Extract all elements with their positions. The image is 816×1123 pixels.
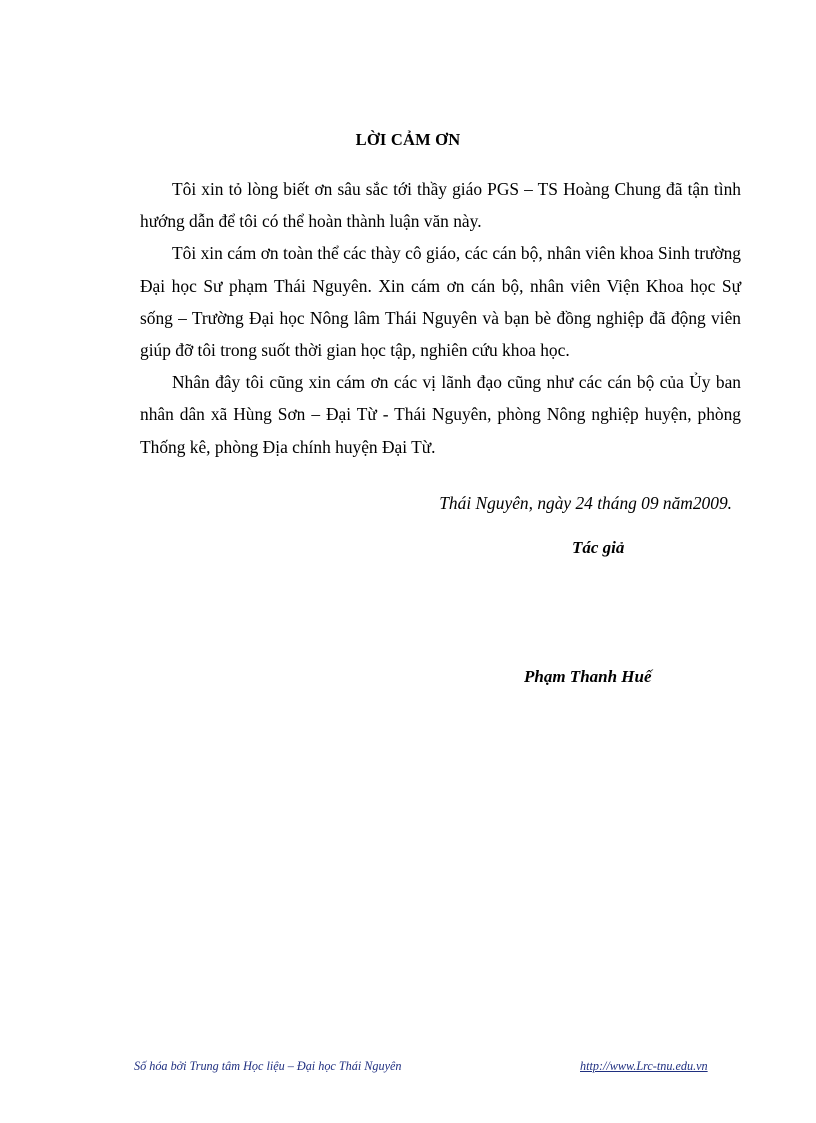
footer-source-text: Số hóa bởi Trung tâm Học liệu – Đại học Thái Nguyên	[134, 1059, 402, 1073]
dateline: Thái Nguyên, ngày 24 tháng 09 năm2009.	[439, 493, 732, 513]
footer-website-link[interactable]: http://www.Lrc-tnu.edu.vn	[580, 1059, 708, 1073]
paragraph-1: Tôi xin tỏ lòng biết ơn sâu sắc tới thầy giáo PGS – TS Hoàng Chung đã tận tình hướng dẫn để tôi có thể hoàn thành luận văn này.	[140, 179, 741, 232]
paragraph-3: Nhân đây tôi cũng xin cám ơn các vị lãnh đạo cũng như các cán bộ của Ủy ban nhân dân xã Hùng Sơn – Đại Từ - Thái Nguyên, phòng Nông nghiệp huyện, phòng Thống kê, phòng Địa chính huyện Đại Từ.	[140, 372, 741, 457]
page-title: LỜI CẢM ƠN	[355, 130, 461, 149]
author-name: Phạm Thanh Huế	[524, 667, 652, 686]
author-label: Tác giả	[572, 538, 625, 557]
acknowledgement-body	[140, 173, 741, 463]
paragraph-2: Tôi xin cám ơn toàn thể các thày cô giáo, các cán bộ, nhân viên khoa Sinh trường Đại học Sư phạm Thái Nguyên. Xin cám ơn cán bộ, nhân viên Viện Khoa học Sự sống – Trường Đại học Nông lâm Thái Nguyên và bạn bè đồng nghiệp đã động viên giúp đỡ tôi trong suốt thời gian học tập, nghiên cứu khoa học.	[140, 243, 741, 361]
